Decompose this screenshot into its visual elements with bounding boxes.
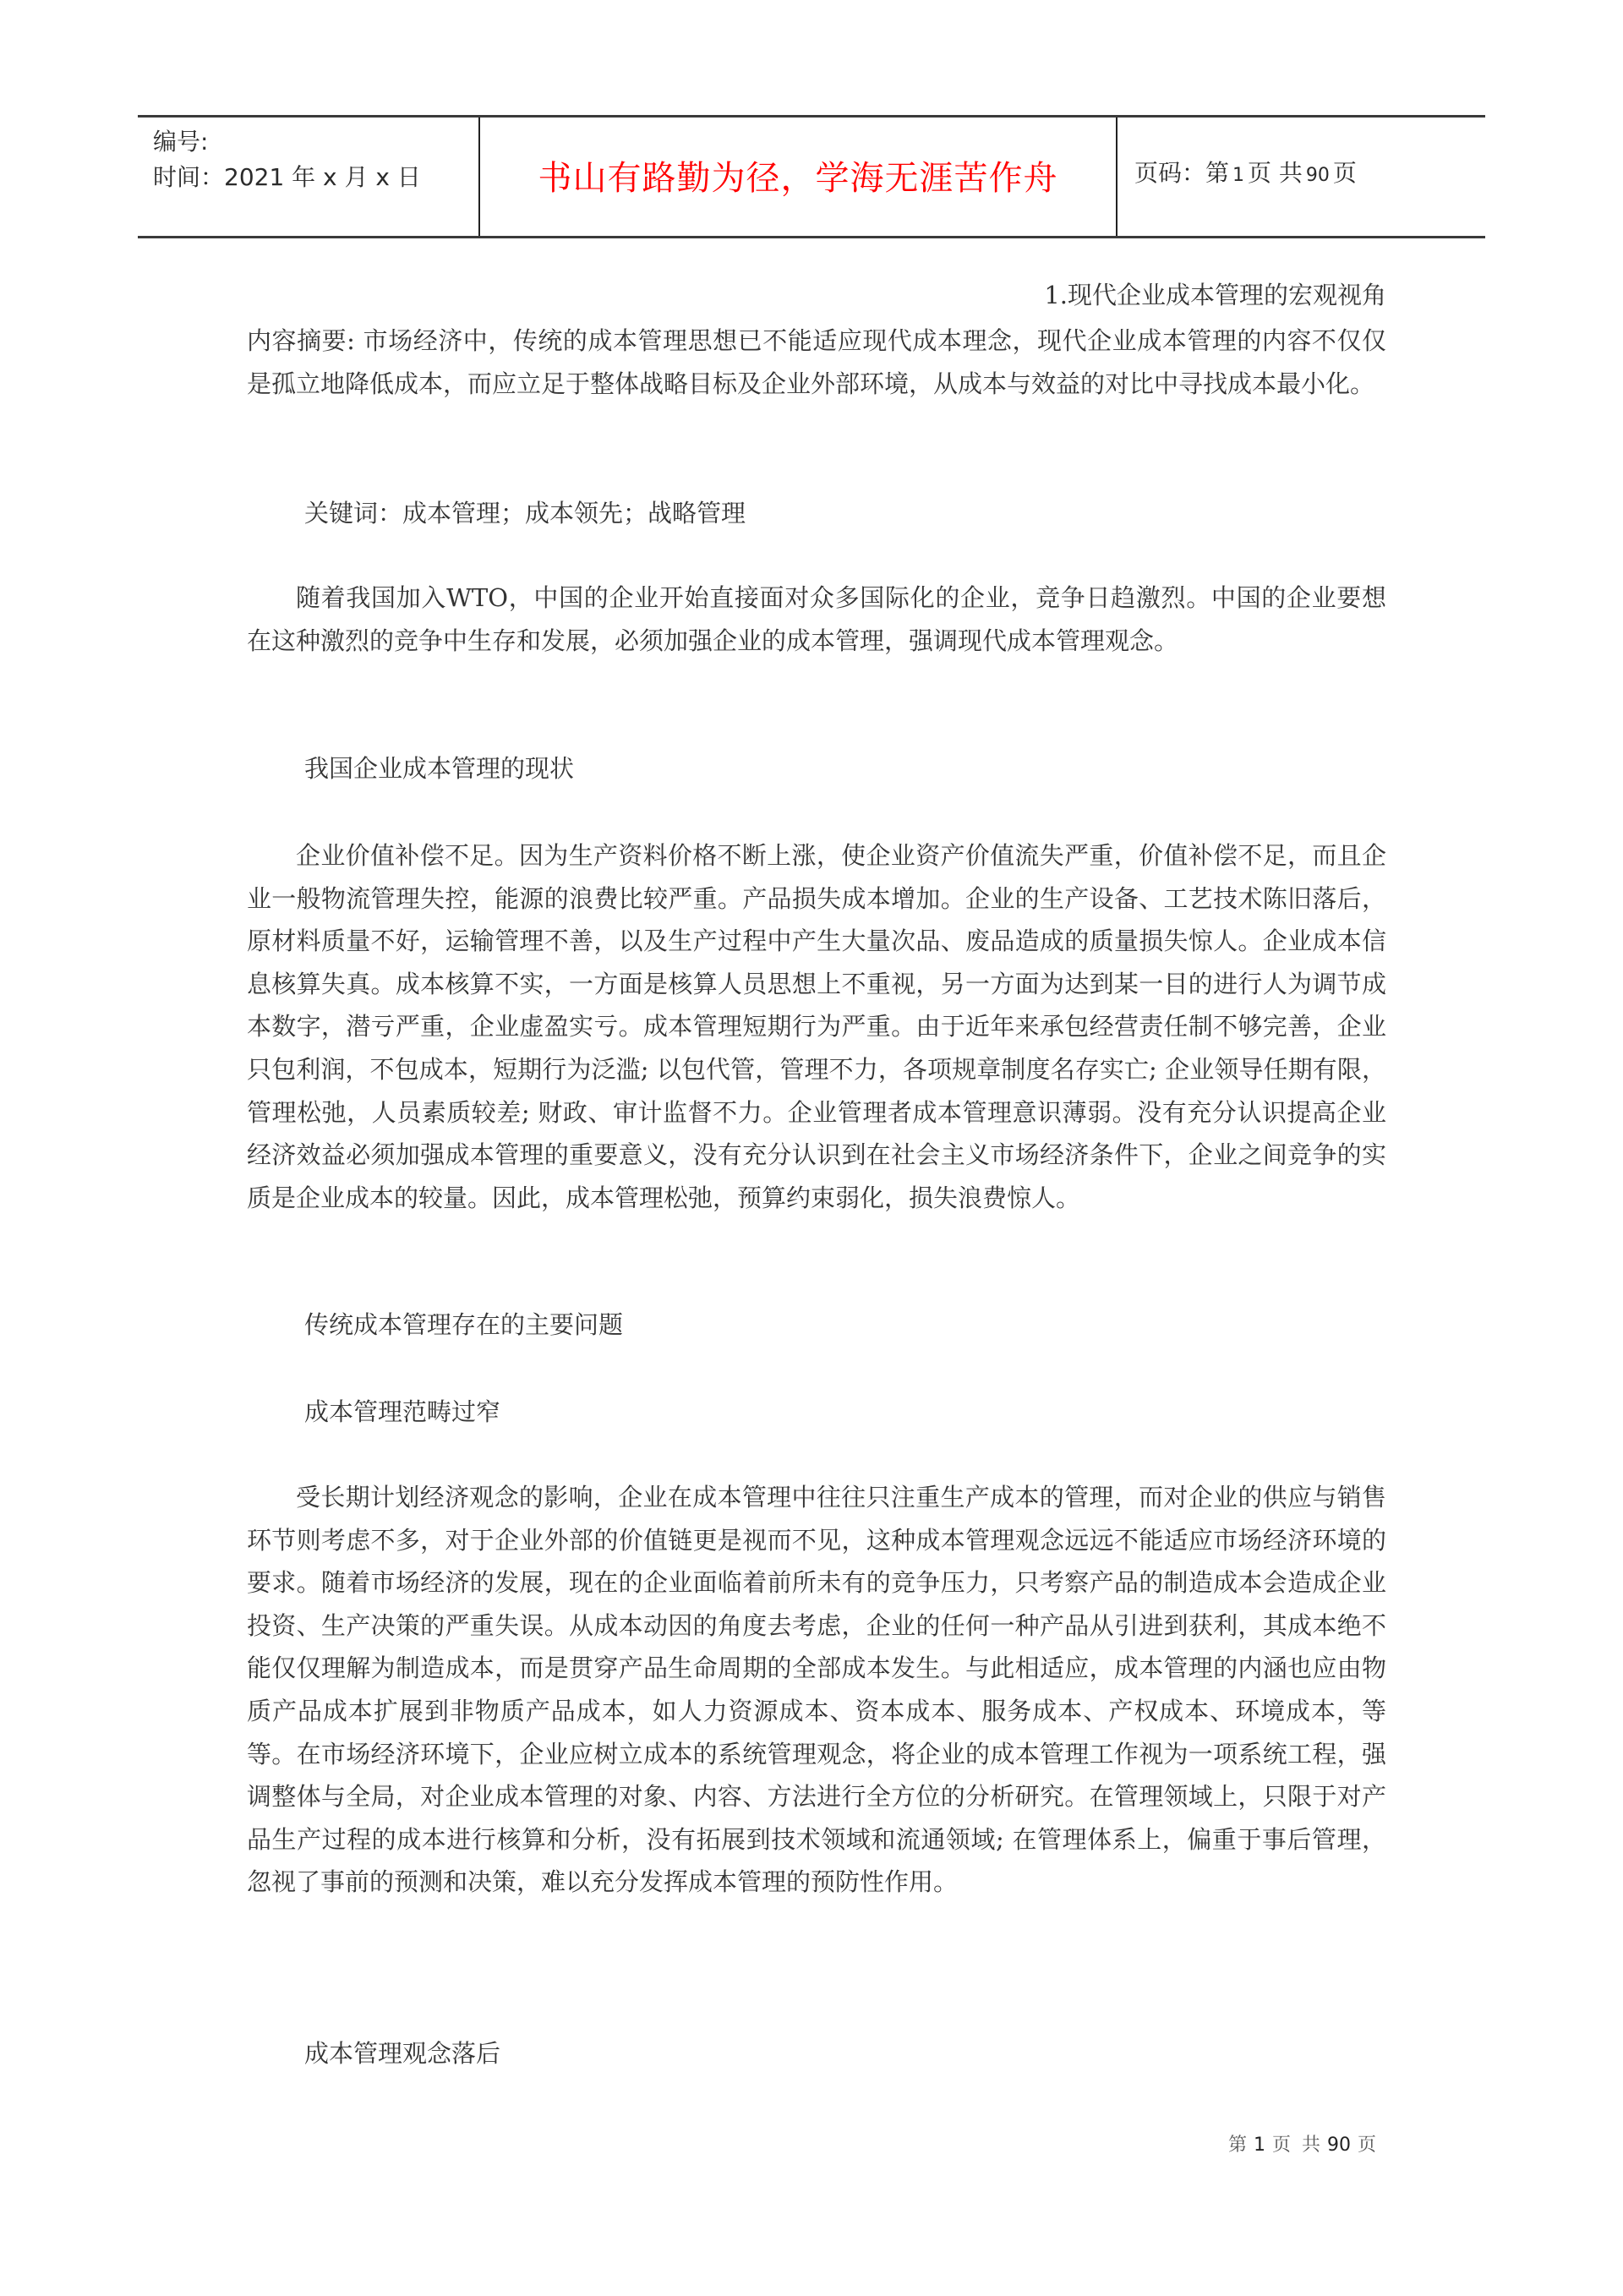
header-info-cell — [138, 118, 480, 236]
intro-paragraph: 随着我国加入WTO，中国的企业开始直接面对众多国际化的企业，竞争日趋激烈。中国的企业要想在这种激烈的竞争中生存和发展，必须加强企业的成本管理，强调现代成本管理观念。 — [247, 583, 1386, 655]
keywords-line: 关键词：成本管理；成本领先；战略管理 — [304, 499, 746, 528]
document-date: 时间：2021 年 x 月 x 日 — [153, 163, 421, 191]
heading-main-problems: 传统成本管理存在的主要问题 — [304, 1310, 624, 1339]
footer-total-pages: 90 — [1326, 2135, 1351, 2156]
page-code-prefix: 页码：第 — [1134, 159, 1230, 187]
abstract-paragraph: 内容摘要: 市场经济中，传统的成本管理思想已不能适应现代成本理念，现代企业成本管理的内容不仅仅是孤立地降低成本，而应立足于整体战略目标及企业外部环境，从成本与效益的对比中寻找成本最小化。 — [247, 326, 1386, 398]
footer-suffix: 页 — [1357, 2135, 1376, 2156]
scope-paragraph: 受长期计划经济观念的影响，企业在成本管理中往往只注重生产成本的管理，而对企业的供应与销售环节则考虑不多，对于企业外部的价值链更是视而不见，这种成本管理观念远远不能适应市场经济环境的要求。随着市场经济的发展，现在的企业面临着前所未有的竞争压力，只考察产品的制造成本会造成企业投资、生产决策的严重失误。从成本动因的角度去考虑，企业的任何一种产品从引进到获利，其成本绝不能仅仅理解为制造成本，而是贯穿产品生命周期的全部成本发生。与此相适应，成本管理的内涵也应由物质产品成本扩展到非物质产品成本，如人力资源成本、资本成本、服务成本、产权成本、环境成本，等等。在市场经济环境下，企业应树立成本的系统管理观念，将企业的成本管理工作视为一项系统工程，强调整体与全局，对企业成本管理的对象、内容、方法进行全方位的分析研究。在管理领域上，只限于对产品生产过程的成本进行核算和分析，没有拓展到技术领域和流通领域; 在管理体系上，偏重于事后管理，忽视了事前的预测和决策，难以充分发挥成本管理的预防性作用。 — [247, 1483, 1386, 1897]
header-page-cell — [1118, 118, 1485, 236]
heading-outdated-concept: 成本管理观念落后 — [304, 2039, 501, 2068]
status-paragraph: 企业价值补偿不足。因为生产资料价格不断上涨，使企业资产价值流失严重，价值补偿不足，而且企业一般物流管理失控，能源的浪费比较严重。产品损失成本增加。企业的生产设备、工艺技术陈旧落后，原材料质量不好，运输管理不善，以及生产过程中产生大量次品、废品造成的质量损失惊人。企业成本信息核算失真。成本核算不实，一方面是核算人员思想上不重视，另一方面为达到某一目的进行人为调节成本数字，潜亏严重，企业虚盈实亏。成本管理短期行为严重。由于近年来承包经营责任制不够完善，企业只包利润，不包成本，短期行为泛滥; 以包代管，管理不力，各项规章制度名存实亡; 企业领导任期有限，管理松弛，人员素质较差; 财政、审计监督不力。企业管理者成本管理意识薄弱。没有充分认识提高企业经济效益必须加强成本管理的重要意义，没有充分认识到在社会主义市场经济条件下，企业之间竞争的实质是企业成本的较量。因此，成本管理松弛，预算约束弱化，损失浪费惊人。 — [247, 841, 1386, 1212]
document-number-label: 编号: — [153, 128, 209, 156]
page-code-suffix: 页 — [1332, 159, 1357, 187]
footer-mid: 页 共 — [1271, 2135, 1320, 2156]
heading-current-status: 我国企业成本管理的现状 — [304, 754, 575, 783]
heading-narrow-scope: 成本管理范畴过窄 — [304, 1397, 501, 1426]
page-total-number: 90 — [1305, 165, 1330, 186]
footer-prefix: 第 — [1227, 2135, 1247, 2156]
header-page-code — [1134, 155, 1357, 189]
motto-text: 书山有路勤为径，学海无涯苦作舟 — [538, 158, 1058, 198]
header-table — [138, 115, 1485, 238]
header-motto-cell — [480, 118, 1118, 236]
page-current-number: 1 — [1232, 165, 1245, 186]
page-footer — [1228, 2132, 1376, 2159]
section-title: 1.现代企业成本管理的宏观视角 — [1044, 281, 1386, 309]
page-code-mid: 页 共 — [1248, 159, 1303, 187]
footer-current-page: 1 — [1253, 2135, 1265, 2156]
